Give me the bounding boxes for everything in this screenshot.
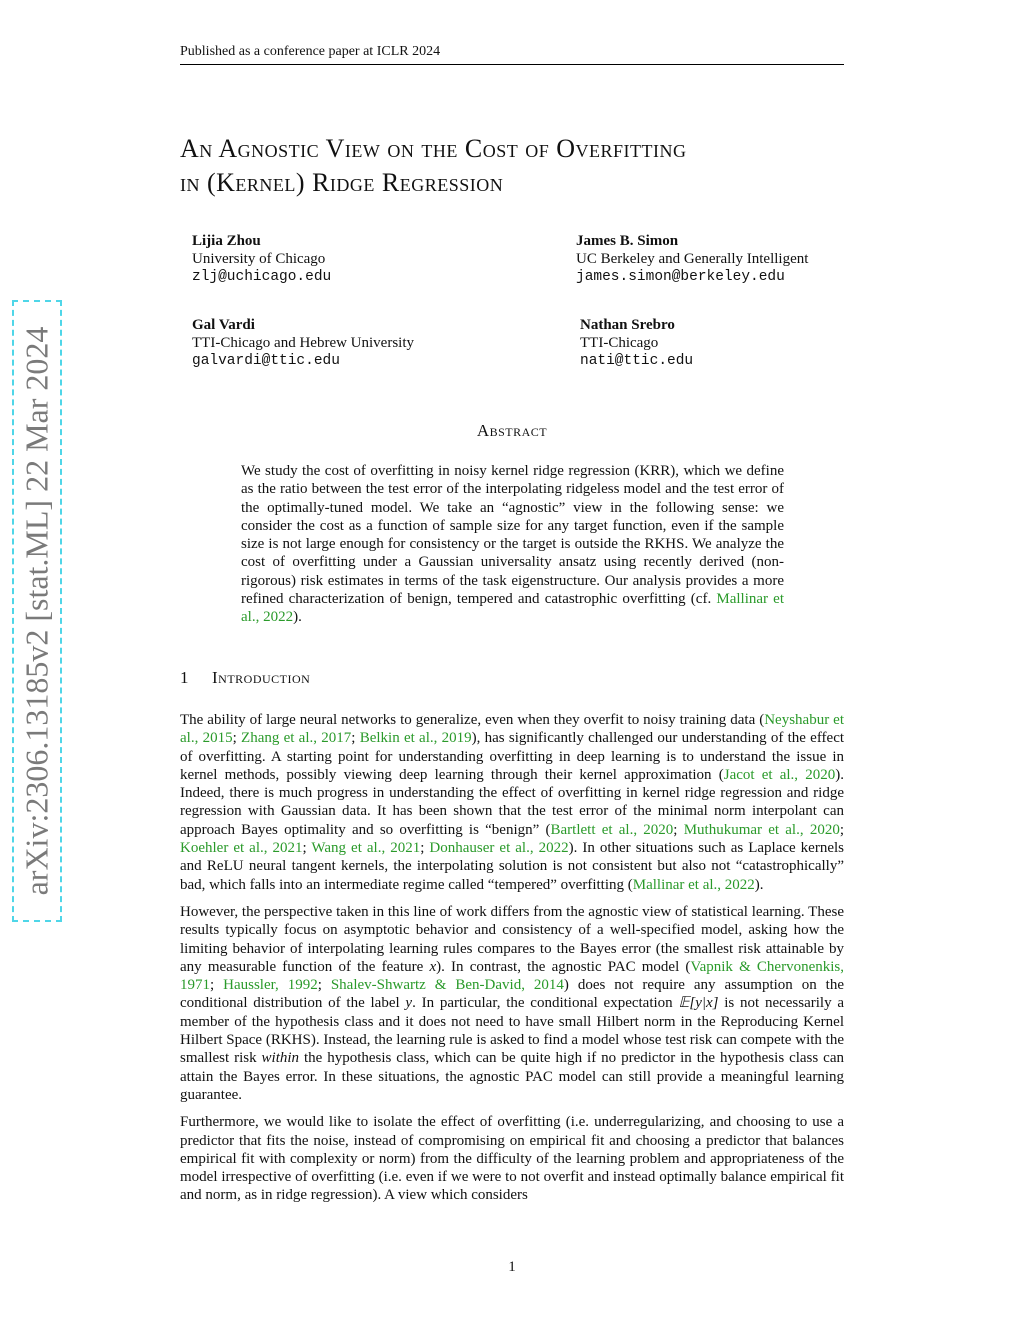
text-run: ), has significantly challenged our understanding of the effect of overfitting. A starting point for understanding overfitting in deep learning is to understand the issue in kernel methods, possibly viewing deep learning through their kernel approximation ( [180,730,845,783]
text-run: is not necessarily a member of the hypothesis class and it does not need to have small Hilbert norm in the Reproducing Kernel Hilbert Space (RKHS). Instead, the learning rule is asked to find a model whose test risk can compete with the smallest risk [180,995,844,1067]
citation-link[interactable]: Vapnik & Chervonenkis, 1971 [180,958,845,994]
citation-link[interactable]: Muthukumar et al., 2020 [683,821,840,838]
text-run: ; [317,977,331,994]
abstract-body: We study the cost of overfitting in noisy kernel ridge regression (KRR), which we define as the ratio between the test error of the interpolating ridgeless model and the test error of the optimally-tuned model. We take an “agnostic” view in the following sense: we consider the cost as a function of sample size for any target function, even if the sample size is not large enough for consistency or the target is outside the RKHS. We analyze the cost of overfitting under a Gaussian universality ansatz using recently derived (non-rigorous) risk estimates in terms of the task eigenstructure. Our analysis provides a more refined characterization of benign, tempered and catastrophic overfitting (cf. [241,463,784,608]
author-name: James B. Simon [576,233,679,249]
citation-link[interactable]: Shalev-Shwartz & Ben-David, 2014 [330,977,564,994]
citation-link[interactable]: Mallinar et al., 2022 [632,876,755,893]
citation-link[interactable]: Belkin et al., 2019 [359,730,472,747]
paragraph [180,1113,844,1204]
text-run: ; [420,840,430,857]
section-heading [180,668,310,688]
math-term: 𝔼[y|x] [678,995,719,1012]
author-block [192,316,414,370]
citation-link[interactable]: Wang et al., 2021 [311,840,421,857]
text-run: ; [232,730,242,747]
author-block [576,232,808,286]
author-affiliation: TTI-Chicago and Hebrew University [192,335,415,351]
text-run: ; [302,840,312,857]
author-affiliation: TTI-Chicago [580,335,659,351]
arxiv-identifier: arXiv:2306.13185v2 [stat.ML] 22 Mar 2024 [18,326,55,896]
math-term: within [261,1050,300,1067]
author-block [192,232,331,286]
citation-link[interactable]: Haussler, 1992 [223,977,318,994]
introduction-body [180,711,844,1214]
text-run: ; [673,821,684,838]
author-name: Lijia Zhou [192,233,261,249]
author-affiliation: UC Berkeley and Generally Intelligent [576,251,809,267]
running-header: Published as a conference paper at ICLR 2024 [180,44,844,65]
abstract-end: ). [293,609,302,626]
text-run: ). Indeed, there is much progress in understanding the effect of overfitting in kernel ridge regression and ridge regression with Gaussian data. It has been shown that the test error of the minimal norm interpolant can approach Bayes optimality and so overfitting is “benign” ( [180,766,844,838]
math-term: y [405,995,413,1012]
paragraph [180,903,844,1104]
citation-link[interactable]: Jacot et al., 2020 [723,766,836,783]
arxiv-sidebar[interactable] [12,300,62,922]
paragraph [180,711,844,894]
author-affiliation: University of Chicago [192,251,326,267]
math-term: x [429,958,437,975]
text-run: Furthermore, we would like to isolate the effect of overfitting (i.e. underregularizing, and choosing to use a predictor that fits the noise, instead of compromising on empirical fit and choosing a predictor that balances empirical fit with complexity or norm) from the difficulty of the learning problem and appropriateness of the model irrespective of overfitting (i.e. even if we were to not overfit and instead optimally balance empirical fit and norm, as in ridge regression). A view which considers [180,1114,844,1204]
citation-link[interactable]: Zhang et al., 2017 [241,730,352,747]
text-run: ; [839,821,844,838]
paper-title-line-2: in (Kernel) Ridge Regression [180,168,504,197]
citation-link[interactable]: Koehler et al., 2021 [180,840,303,857]
author-email[interactable]: zlj@uchicago.edu [192,269,332,285]
section-title: Introduction [212,668,311,687]
citation-link[interactable]: Bartlett et al., 2020 [550,821,674,838]
text-run: ). In contrast, the agnostic PAC model ( [436,958,691,975]
text-run: . In particular, the conditional expectation [412,995,679,1012]
section-number: 1 [180,668,189,687]
citation-link[interactable]: Donhauser et al., 2022 [429,840,569,857]
abstract-heading: Abstract [476,421,548,440]
page-number: 1 [508,1259,516,1275]
author-email[interactable]: galvardi@ttic.edu [192,353,340,369]
author-email[interactable]: nati@ttic.edu [580,353,694,369]
author-name: Gal Vardi [192,317,255,333]
text-run: ). [754,876,764,893]
citation-link[interactable]: Neyshabur et al., 2015 [180,712,844,747]
text-run: The ability of large neural networks to generalize, even when they overfit to noisy training data ( [180,712,765,728]
author-email[interactable]: james.simon@berkeley.edu [576,269,785,285]
text-run: ) does not require any assumption on the conditional distribution of the label [180,977,845,1012]
text-run: ; [351,730,360,747]
citation-link[interactable]: Mallinar et al., 2022 [241,591,784,626]
text-run: However, the perspective taken in this line of work differs from the agnostic view of statistical learning. These results typically focus on asymptotic behavior and consistency of a well-specified model, asking how the limiting behavior of interpolating learning rules compares to the Bayes error (the smallest risk attainable by any measurable function of the feature [180,903,844,975]
author-name: Nathan Srebro [580,317,675,333]
text-run: ). In other situations such as Laplace kernels and ReLU neural tangent kernels, the interpolating solution is not consistent but also not “catastrophically” bad, which falls into an intermediate regime called “tempered” overfitting ( [180,840,845,893]
author-block [580,316,693,370]
paper-title [180,132,860,200]
text-run: the hypothesis class, which can be quite high if no predictor in the hypothesis class can attain the Bayes error. In these situations, the agnostic PAC model can still provide a meaningful learning guarantee. [180,1050,844,1103]
abstract-text [241,462,784,627]
paper-title-line-1: An Agnostic View on the Cost of Overfitting [180,134,687,163]
text-run: ; [210,977,224,994]
